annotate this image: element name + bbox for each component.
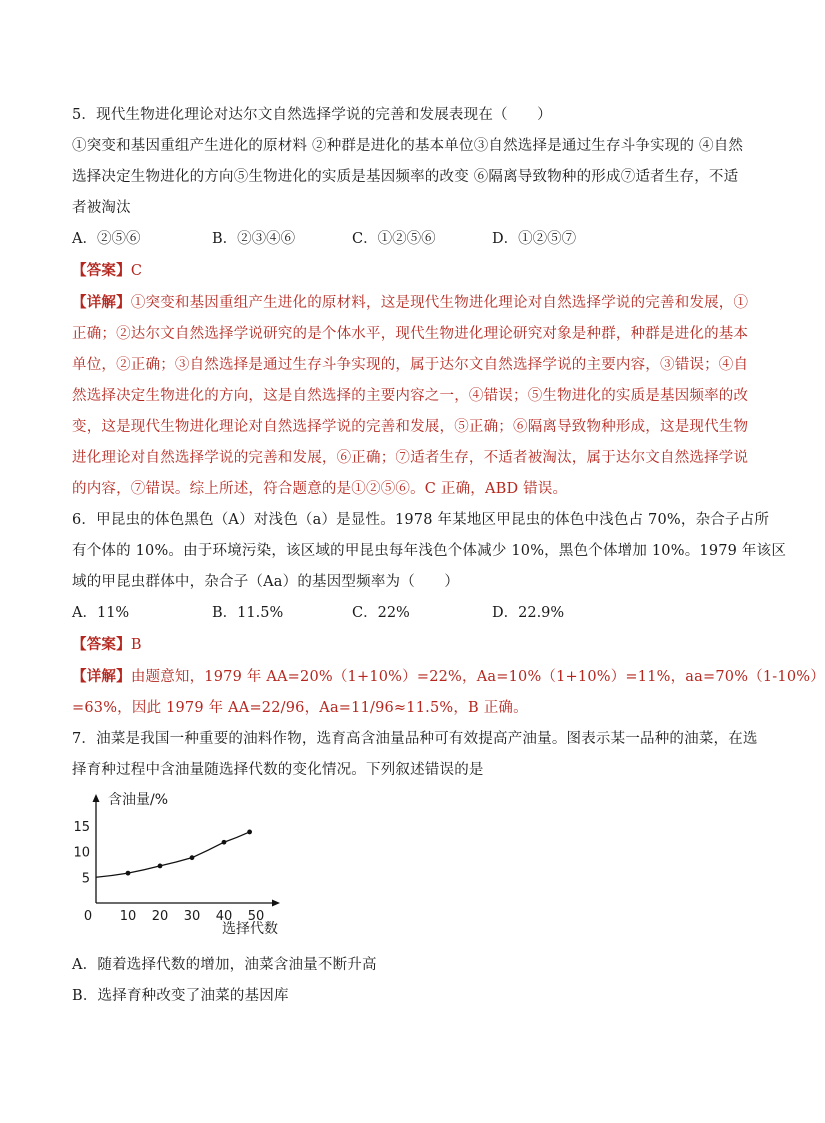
x-tick-label: 10: [119, 909, 137, 924]
q5-detail-line: 的内容，⑦错误。综上所述，符合题意的是①②⑤⑥。C 正确，ABD 错误。: [72, 481, 568, 497]
q5-detail-line: 变，这是现代生物进化理论对自然选择学说的完善和发展，⑤正确；⑥隔离导致物种形成，这是现代生物: [72, 419, 749, 435]
oil-content-chart: [73, 790, 300, 945]
worksheet-page: [72, 100, 825, 786]
answer-value: C: [130, 263, 143, 279]
chart-y-axis-label: 含油量/%: [108, 792, 169, 808]
detail-text: ①突变和基因重组产生进化的原材料，这是现代生物进化理论对自然选择学说的完善和发展，①: [130, 295, 749, 311]
q5-option-c: C．①②⑤⑥: [352, 231, 436, 247]
oil-content-line: [96, 832, 250, 877]
q6-option-b: B．11.5%: [212, 605, 284, 621]
q5-detail-line: 正确；②达尔文自然选择学说研究的是个体水平，现代生物进化理论研究对象是种群，种群是进化的基本: [72, 326, 749, 342]
q6-answer: [72, 629, 722, 661]
q5-statements-line: ①突变和基因重组产生进化的原材料 ②种群是进化的基本单位③自然选择是通过生存斗争实现的 ④自然: [72, 138, 744, 154]
y-tick-label: 15: [73, 819, 90, 835]
q6-option-c: C．22%: [352, 605, 410, 621]
q7-option-a: A．随着选择代数的增加，油菜含油量不断升高: [72, 957, 377, 973]
q7-stem-line: 择育种过程中含油量随选择代数的变化情况。下列叙述错误的是: [72, 762, 484, 778]
data-point: [158, 864, 163, 869]
q5-option-d: D．①②⑤⑦: [492, 231, 577, 247]
x-axis-arrow-icon: [272, 900, 280, 907]
x-tick-label: 40: [215, 909, 233, 924]
chart-tick-labels: [73, 820, 264, 924]
x-tick-label: 50: [247, 909, 265, 924]
q6-detail-line: =63%，因此 1979 年 AA=22/96，Aa=11/96≈11.5%，B 正确。: [72, 700, 528, 716]
q5-detail-line: 然选择决定生物进化的方向，这是自然选择的主要内容之一，④错误；⑤生物进化的实质是基因频率的改: [72, 388, 749, 404]
x-tick-label: 30: [183, 909, 201, 924]
q6-option-a: A．11%: [72, 605, 130, 621]
x-tick-label: 0: [83, 909, 93, 924]
chart-axes: [93, 794, 281, 907]
chart-x-axis-label: 选择代数: [222, 921, 278, 937]
data-point: [247, 830, 252, 835]
q6-stem-line: 有个体的 10%。由于环境污染，该区域的甲昆虫每年浅色个体减少 10%，黑色个体增加 10%。1979 年该区: [72, 543, 787, 559]
data-point: [222, 840, 227, 845]
q7-options: [72, 950, 722, 1012]
q5-answer: [72, 255, 722, 287]
q6-stem-line: 6．甲昆虫的体色黑色（A）对浅色（a）是显性。1978 年某地区甲昆虫的体色中浅色占 70%，杂合子占所: [72, 512, 770, 528]
q6-options: [72, 598, 722, 629]
q5-statements-line: 选择决定生物进化的方向⑤生物进化的实质是基因频率的改变 ⑥隔离导致物种的形成⑦适者生存，不适: [72, 169, 739, 185]
y-axis-arrow-icon: [93, 794, 100, 802]
q5-option-b: B．②③④⑥: [212, 231, 296, 247]
q6-stem-line: 域的甲昆虫群体中，杂合子（Aa）的基因型频率为（ ）: [72, 574, 460, 590]
q6-option-d: D．22.9%: [492, 605, 565, 621]
q5-detail-line: 单位，②正确；③自然选择是通过生存斗争实现的，属于达尔文自然选择学说的主要内容，③错误；④自: [72, 357, 749, 373]
detail-label: 【详解】: [72, 668, 131, 685]
answer-label: 【答案】: [72, 636, 131, 653]
q5-detail-line: 进化理论对自然选择学说的完善和发展，⑥正确；⑦适者生存，不适者被淘汰，属于达尔文自然选择学说: [72, 450, 749, 466]
q5-statements-line: 者被淘汰: [72, 200, 131, 216]
q5-stem: 5．现代生物进化理论对达尔文自然选择学说的完善和发展表现在（ ）: [72, 107, 552, 123]
answer-value: B: [130, 637, 142, 653]
chart-marks: [96, 830, 252, 878]
answer-label: 【答案】: [72, 262, 131, 279]
x-tick-label: 20: [151, 909, 169, 924]
q5-detail-line: [72, 287, 749, 319]
detail-label: 【详解】: [72, 294, 131, 311]
q5-option-a: A．②⑤⑥: [72, 231, 141, 247]
q6-detail-line: [72, 661, 825, 693]
data-point: [126, 871, 131, 876]
y-tick-label: 5: [81, 871, 90, 887]
data-point: [190, 855, 195, 860]
q5-options: [72, 224, 722, 255]
detail-text: 由题意知，1979 年 AA=20%（1+10%）=22%，Aa=10%（1+10%）=11%，aa=70%（1-10%）: [130, 669, 825, 685]
q7-stem-line: 7．油菜是我国一种重要的油料作物，选育高含油量品种可有效提高产油量。图表示某一品种的油菜，在选: [72, 731, 758, 747]
q7-option-b: B．选择育种改变了油菜的基因库: [72, 988, 289, 1004]
y-tick-label: 10: [73, 845, 90, 861]
